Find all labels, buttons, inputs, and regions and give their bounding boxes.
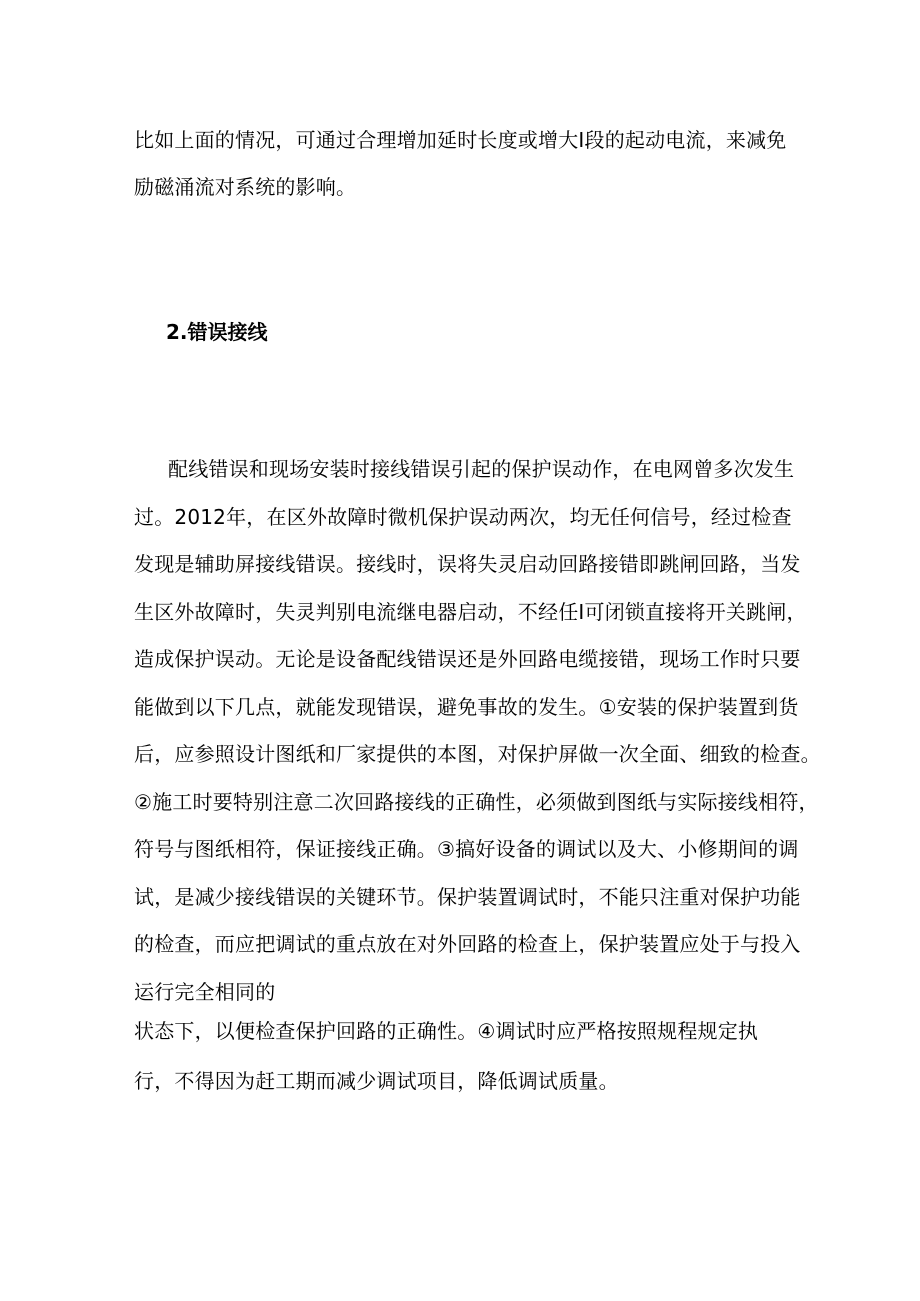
paragraph-line: ②施工时要特别注意二次回路接线的正确性，必须做到图纸与实际接线相符， (134, 790, 819, 814)
paragraph-line: 的检查，而应把调试的重点放在对外回路的检查上，保护装置应处于与投入 (134, 932, 801, 956)
paragraph-line: 造成保护误动。无论是设备配线错误还是外回路电缆接错，现场工作时只要 (134, 647, 801, 671)
paragraph-line: 生区外故障时，失灵判别电流继电器启动，不经任Ⅰ可闭锁直接将开关跳闸， (134, 600, 807, 624)
paragraph-line: 行，不得因为赶工期而减少调试项目，降低调试质量。 (134, 1069, 619, 1093)
paragraph-line: 发现是辅助屏接线错误。接线时，误将失灵启动回路接错即跳闸回路，当发 (134, 552, 801, 576)
section-heading: 2.错误接线 (166, 320, 268, 344)
paragraph-line: 过。2012年，在区外故障时微机保护误动两次，均无任何信号，经过检查 (134, 505, 792, 529)
paragraph-line: 后，应参照设计图纸和厂家提供的本图，对保护屏做一次全面、细致的检查。 (134, 742, 821, 766)
paragraph-line: 比如上面的情况，可通过合理增加延时长度或增大Ⅰ段的起动电流，来减免 (134, 128, 787, 152)
paragraph-line: 配线错误和现场安装时接线错误引起的保护误动作，在电网曾多次发生 (168, 457, 795, 481)
paragraph-line: 试，是减少接线错误的关键环节。保护装置调试时，不能只注重对保护功能 (134, 885, 801, 909)
paragraph-line: 能做到以下几点，就能发现错误，避免事故的发生。①安装的保护装置到货 (134, 695, 799, 719)
paragraph-line: 运行完全相同的 (134, 980, 276, 1004)
paragraph-line: 符号与图纸相符，保证接线正确。③搞好设备的调试以及大、小修期间的调 (134, 837, 799, 861)
paragraph-line: 状态下，以便检查保护回路的正确性。④调试时应严格按照规程规定执 (134, 1019, 759, 1043)
paragraph-line: 励磁涌流对系统的影响。 (134, 175, 357, 199)
